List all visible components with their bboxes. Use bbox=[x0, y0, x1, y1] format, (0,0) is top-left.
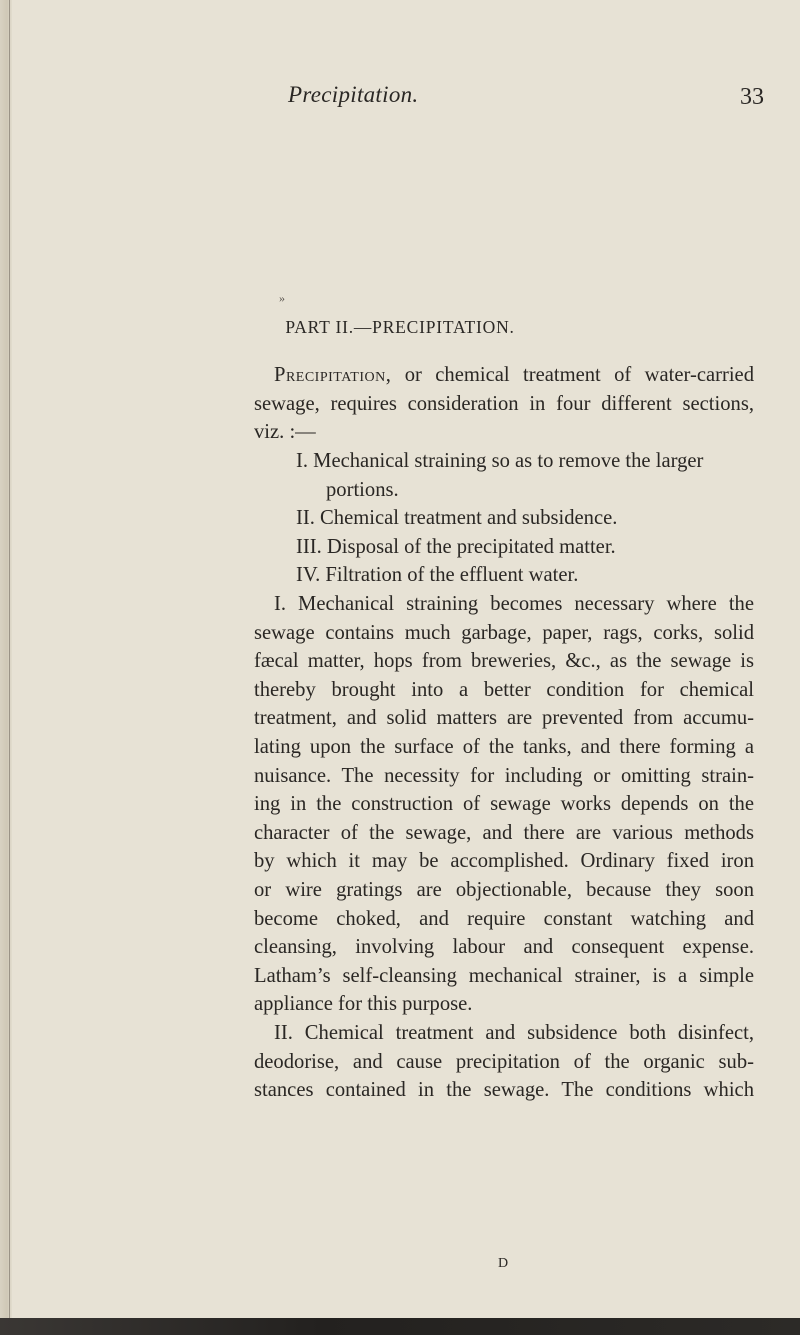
paragraph-line: nuisance. The necessity for including or omitting strain- bbox=[254, 764, 754, 787]
section-numeral: I. bbox=[296, 450, 309, 472]
paragraph-line: ing in the construction of sewage works depends on the bbox=[254, 793, 754, 816]
paragraph-line: stances contained in the sewage. The conditions which bbox=[254, 1079, 754, 1102]
page-binding-edge bbox=[0, 0, 12, 1335]
paragraph-line: thereby brought into a better condition for chemical bbox=[254, 678, 754, 701]
paragraph-line: sewage contains much garbage, paper, rags, corks, solid bbox=[254, 621, 754, 644]
section-text: Filtration of the effluent water. bbox=[325, 564, 579, 587]
paragraph-line: fæcal matter, hops from breweries, &c., as the sewage is bbox=[254, 650, 754, 673]
intro-line-text: or chemical treatment of water-carried bbox=[391, 364, 754, 386]
paragraph-line: character of the sewage, and there are various methods bbox=[254, 821, 754, 844]
paragraph-line: lating upon the surface of the tanks, and there forming a bbox=[254, 735, 754, 758]
section-item-2 bbox=[254, 504, 754, 533]
running-head: Precipitation. bbox=[288, 82, 419, 107]
paragraph-line: appliance for this purpose. bbox=[254, 993, 473, 1016]
paragraph-line: I. Mechanical straining becomes necessary where the bbox=[274, 593, 754, 615]
section-text: Mechanical straining so as to remove the larger bbox=[313, 450, 704, 472]
paragraph-line: become choked, and require constant watching and bbox=[254, 907, 754, 930]
section-text: Chemical treatment and subsidence. bbox=[320, 507, 618, 530]
page-number: 33 bbox=[740, 84, 764, 110]
section-item-1 bbox=[254, 447, 754, 476]
paragraph-chemical-treatment bbox=[254, 1019, 754, 1105]
section-numeral: III. bbox=[296, 535, 322, 558]
signature-mark: D bbox=[498, 1256, 509, 1271]
paragraph-line: II. Chemical treatment and subsidence both disinfect, bbox=[274, 1022, 754, 1044]
paragraph-line: deodorise, and cause precipitation of the organic sub- bbox=[254, 1050, 754, 1073]
intro-line bbox=[254, 361, 754, 390]
intro-paragraph bbox=[254, 361, 754, 447]
intro-line: sewage, requires consideration in four different sections, bbox=[254, 392, 754, 415]
sections-list bbox=[254, 447, 754, 590]
paragraph-line: or wire gratings are objectionable, because they soon bbox=[254, 878, 754, 901]
section-numeral: IV. bbox=[296, 564, 321, 587]
paragraph-line: treatment, and solid matters are prevented from accumu- bbox=[254, 707, 754, 730]
paragraph-line: Latham’s self-cleansing mechanical strainer, is a simple bbox=[254, 964, 754, 987]
page-bottom-edge bbox=[0, 1318, 800, 1335]
section-text: Disposal of the precipitated matter. bbox=[326, 535, 616, 558]
section-item-3 bbox=[254, 533, 754, 562]
paragraph-mechanical-straining bbox=[254, 590, 754, 1019]
section-numeral: II. bbox=[296, 507, 315, 530]
section-item-1-continued: portions. bbox=[326, 478, 399, 501]
paragraph-line: cleansing, involving labour and consequent expense. bbox=[254, 936, 754, 959]
part-heading: PART II.—PRECIPITATION. bbox=[285, 317, 515, 337]
intro-lead-word: Precipitation, bbox=[274, 364, 392, 386]
paragraph-line: by which it may be accomplished. Ordinary fixed iron bbox=[254, 850, 754, 873]
stray-print-mark: » bbox=[279, 291, 285, 305]
section-item-4 bbox=[254, 561, 754, 590]
binding-shadow-line bbox=[9, 0, 10, 1335]
intro-line: viz. :— bbox=[254, 421, 316, 444]
